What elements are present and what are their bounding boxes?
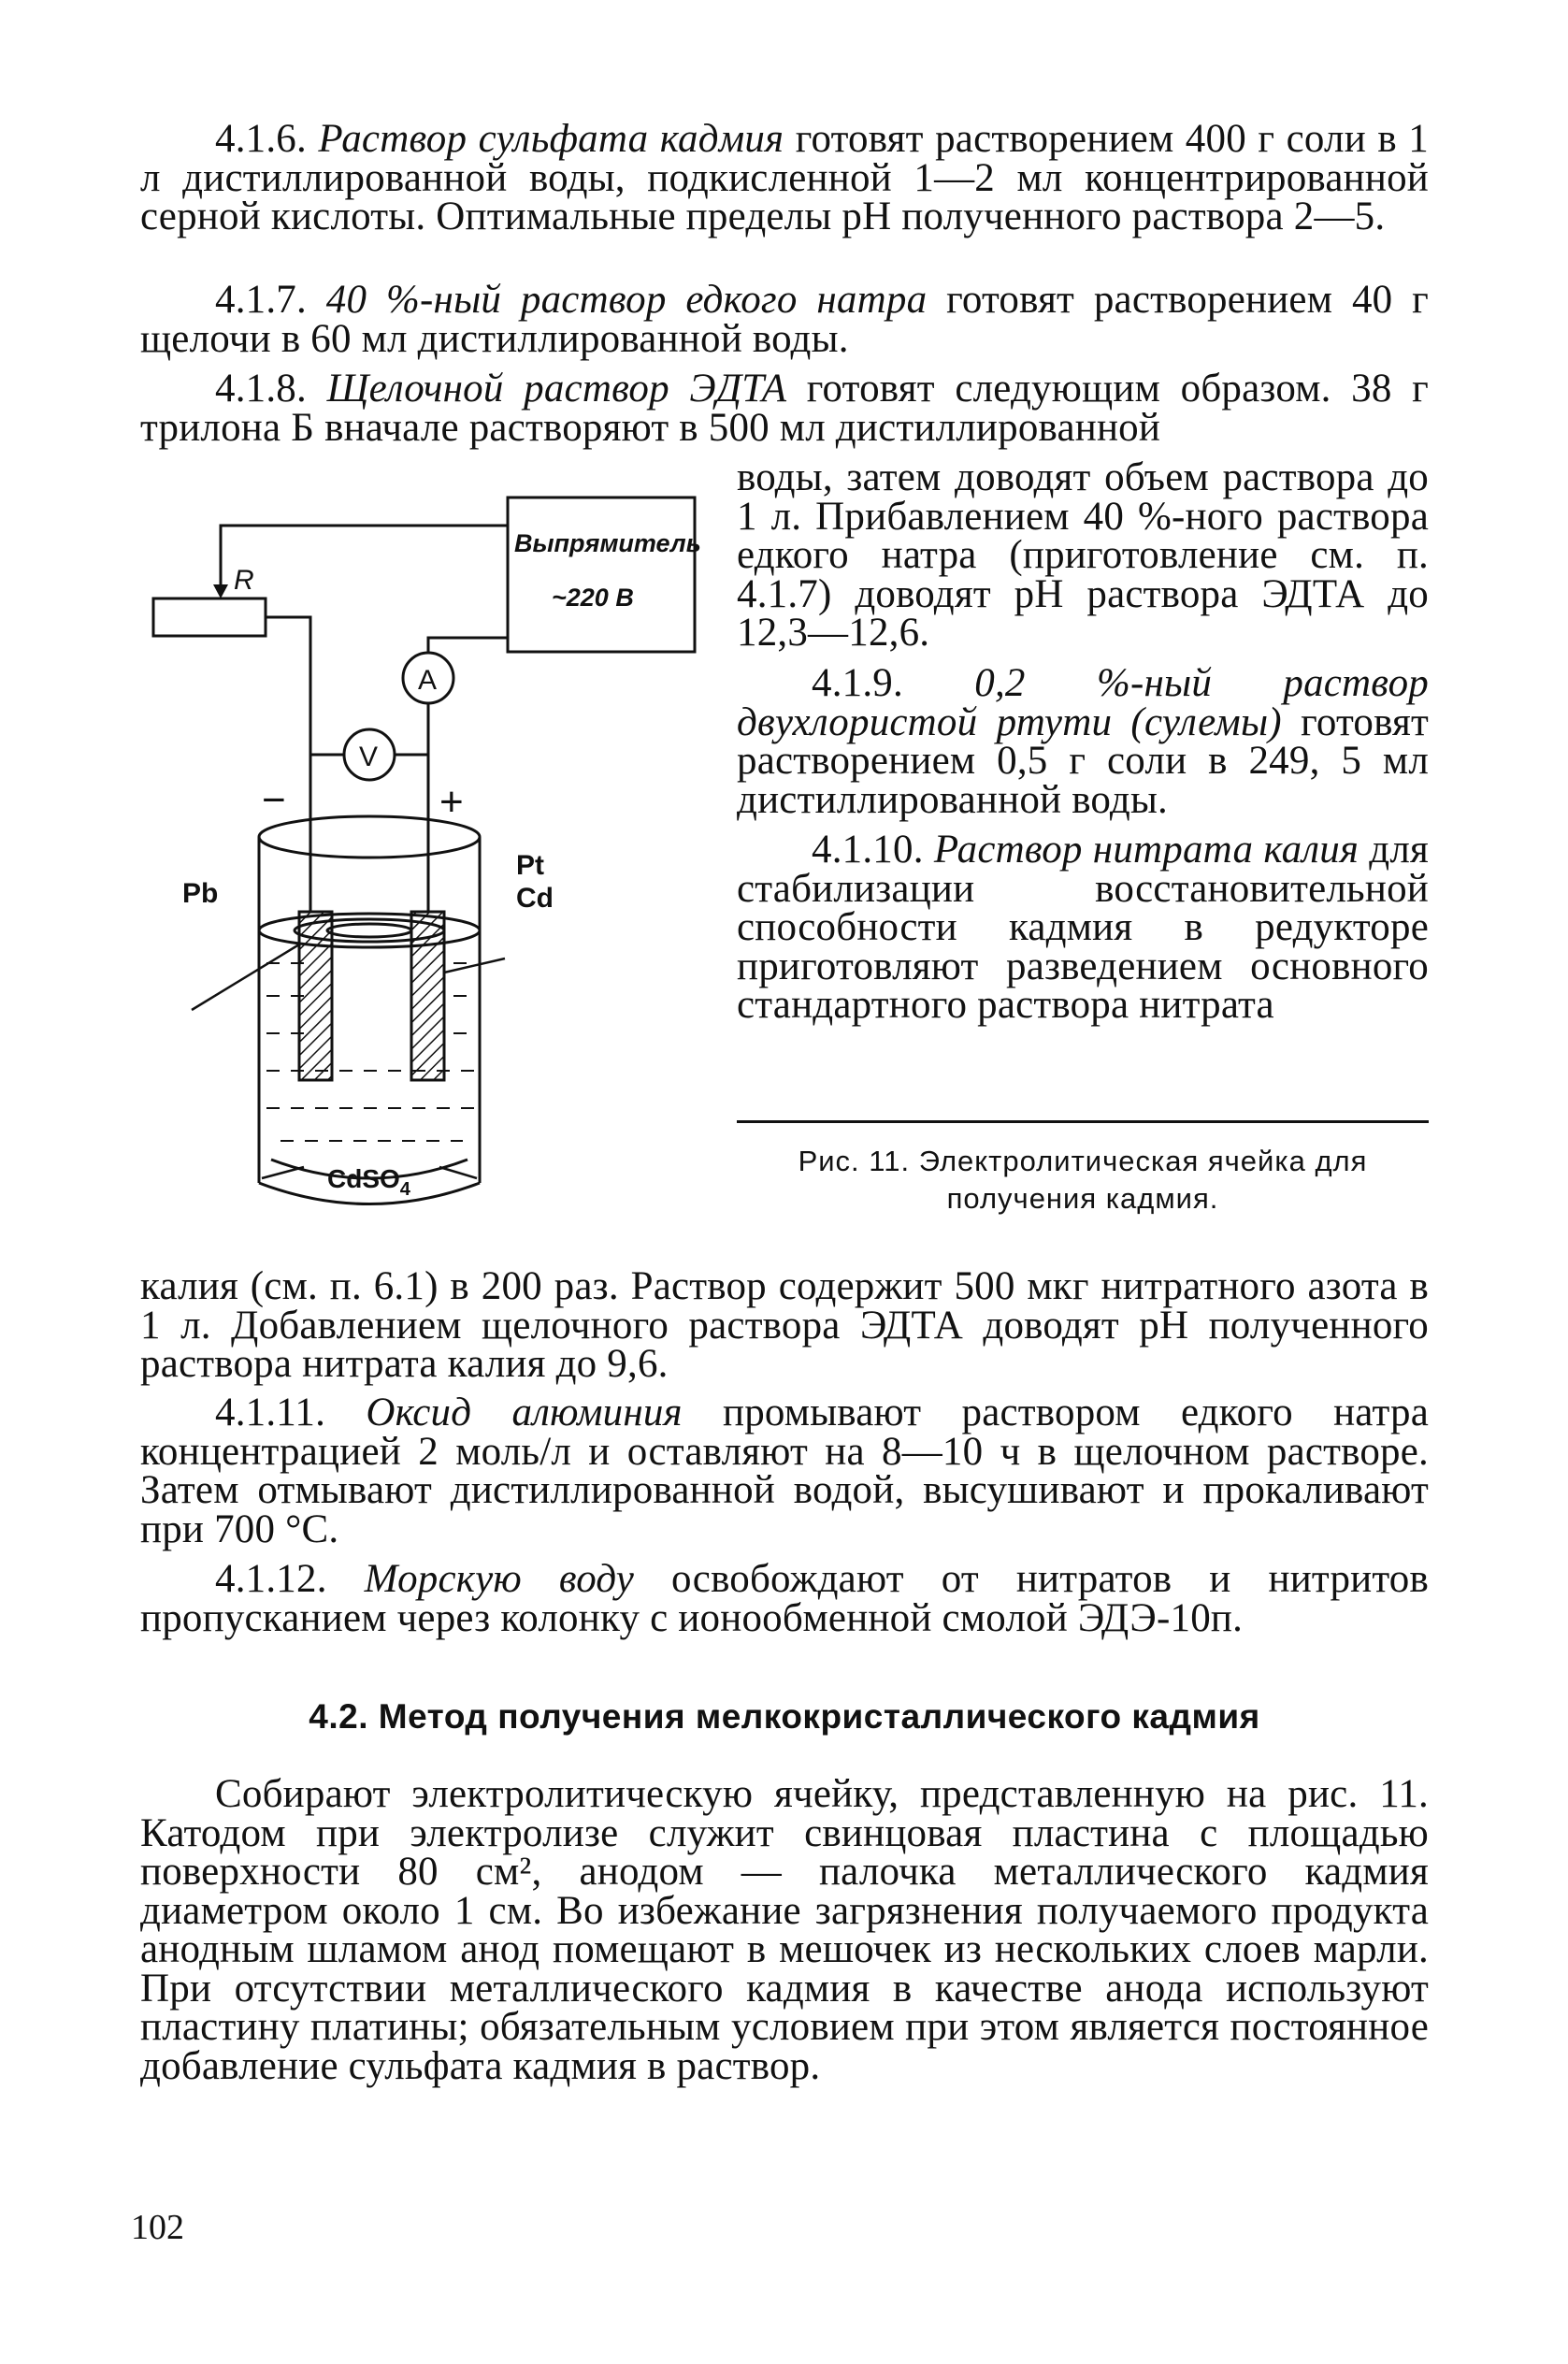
item-number: 4.1.6. bbox=[215, 117, 307, 161]
resistor bbox=[153, 598, 266, 636]
pb-label: Pb bbox=[182, 878, 219, 909]
paragraph-4-1-11 bbox=[140, 1393, 1429, 1549]
item-title: 0,2 %-ный раствор двухлористой ртути (сулемы) bbox=[737, 661, 1430, 744]
pt-label: Pt bbox=[516, 850, 544, 881]
pb-pointer bbox=[192, 944, 299, 1010]
item-title: Оксид алюминия bbox=[366, 1391, 683, 1434]
item-title: Раствор сульфата кадмия bbox=[318, 117, 784, 161]
item-text: промывают раствором едкого натра концентрацией 2 моль/л и оставляют на 8—10 ч в щелочном растворе. Затем отмывают дистиллированной водой, высушивают и прокаливают при 700 °С. bbox=[140, 1391, 1429, 1551]
item-text: готовят следующим образом. 38 г трилона Б вначале растворяют в 500 мл дистиллированной bbox=[140, 367, 1430, 450]
paragraph-4-1-9 bbox=[737, 661, 1430, 822]
paragraph-4-1-12 bbox=[140, 1557, 1429, 1640]
section-body bbox=[140, 1772, 1429, 2088]
paragraph-4-1-8 bbox=[140, 367, 1430, 450]
item-number: 4.1.7. bbox=[215, 278, 307, 322]
item-number: 4.1.8. bbox=[215, 367, 307, 411]
item-text: готовят растворением 0,5 г соли в 249, 5 мл дистиллированной воды. bbox=[737, 699, 1430, 822]
plus-sign: + bbox=[439, 779, 464, 825]
page-number: 102 bbox=[131, 2208, 184, 2247]
item-title: 40 %-ный раствор едкого натра bbox=[325, 278, 928, 322]
paragraph-4-1-10 bbox=[737, 830, 1429, 1025]
paragraph-4-1-8-continued bbox=[737, 455, 1429, 655]
voltmeter-label: V bbox=[359, 742, 379, 772]
item-text-continued: воды, затем доводят объем раствора до 1 л. Прибавлением 40 %-ного раствора едкого натра (приготовление см. п. 4.1.7) доводят pH раствора ЭДТА до 12,3—12,6. bbox=[737, 455, 1429, 655]
item-title: Щелочной раствор ЭДТА bbox=[326, 367, 787, 411]
item-title: Морскую воду bbox=[364, 1557, 634, 1601]
item-text: освобождают от нитратов и нитритов пропусканием через колонку с ионообменной смолой ЭДЭ-10п. bbox=[140, 1557, 1429, 1640]
section-heading: 4.2. Метод получения мелкокристаллического кадмия bbox=[309, 1697, 1260, 1736]
solution-label: CdSO bbox=[327, 1164, 400, 1193]
paragraph-4-1-6 bbox=[140, 117, 1430, 238]
item-number: 4.1.10. bbox=[812, 828, 924, 872]
ammeter-label: A bbox=[418, 665, 438, 696]
anode-plate bbox=[411, 912, 444, 1080]
paragraph-4-1-10-continued bbox=[140, 1264, 1429, 1386]
item-number: 4.1.12. bbox=[215, 1557, 327, 1601]
cathode-plate bbox=[299, 912, 332, 1080]
paragraph-4-1-7 bbox=[140, 278, 1430, 361]
electrolytic-cell-diagram bbox=[140, 486, 701, 1225]
svg-text:CdSO4 bbox=[327, 1164, 411, 1200]
item-text: готовят растворением 40 г щелочи в 60 мл дистиллированной воды. bbox=[140, 278, 1430, 361]
section-text: Собирают электролитическую ячейку, представленную на рис. 11. Катодом при электролизе служит свинцовая пластина с площадью поверхности 80 см², анодом — палочка металлического кадмия диаметром около 1 см. Во избежание загрязнения получаемого продукта анодным шламом анод помещают в мешочек из нескольких слоев марли. При отсутствии металлического кадмия в качестве анода используют пластину платины; обязательным условием при этом является постоянное добавление сульфата кадмия в раствор. bbox=[140, 1772, 1429, 2088]
caption-rule bbox=[737, 1120, 1429, 1123]
item-text: готовят растворением 400 г соли в 1 л дистиллированной воды, подкисленной 1—2 мл концентрированной серной кислоты. Оптимальные пределы pH полученного раствора 2—5. bbox=[140, 117, 1430, 238]
voltage-label: ~220 В bbox=[552, 584, 634, 612]
rectifier-label: Выпрямитель bbox=[514, 529, 701, 557]
cd-pointer bbox=[444, 959, 505, 973]
solution-subscript: 4 bbox=[399, 1179, 410, 1200]
item-text-continued: калия (см. п. 6.1) в 200 раз. Раствор содержит 500 мкг нитратного азота в 1 л. Добавлением щелочного раствора ЭДТА доводят pH полученного раствора нитрата калия до 9,6. bbox=[140, 1264, 1429, 1386]
item-number: 4.1.11. bbox=[215, 1391, 326, 1434]
item-title: Раствор нитрата калия bbox=[933, 828, 1359, 872]
resistor-label: R bbox=[234, 565, 254, 596]
item-number: 4.1.9. bbox=[812, 661, 903, 705]
rectifier-box bbox=[508, 497, 695, 652]
item-text: для стабилизации восстановительной способности кадмия в редукторе приготовляют разведением основного стандартного раствора нитрата bbox=[737, 828, 1430, 1027]
cd-label: Cd bbox=[516, 883, 554, 914]
minus-sign: − bbox=[262, 777, 286, 823]
figure-caption: Рис. 11. Электролитическая ячейка для получения кадмия. bbox=[798, 1145, 1368, 1215]
